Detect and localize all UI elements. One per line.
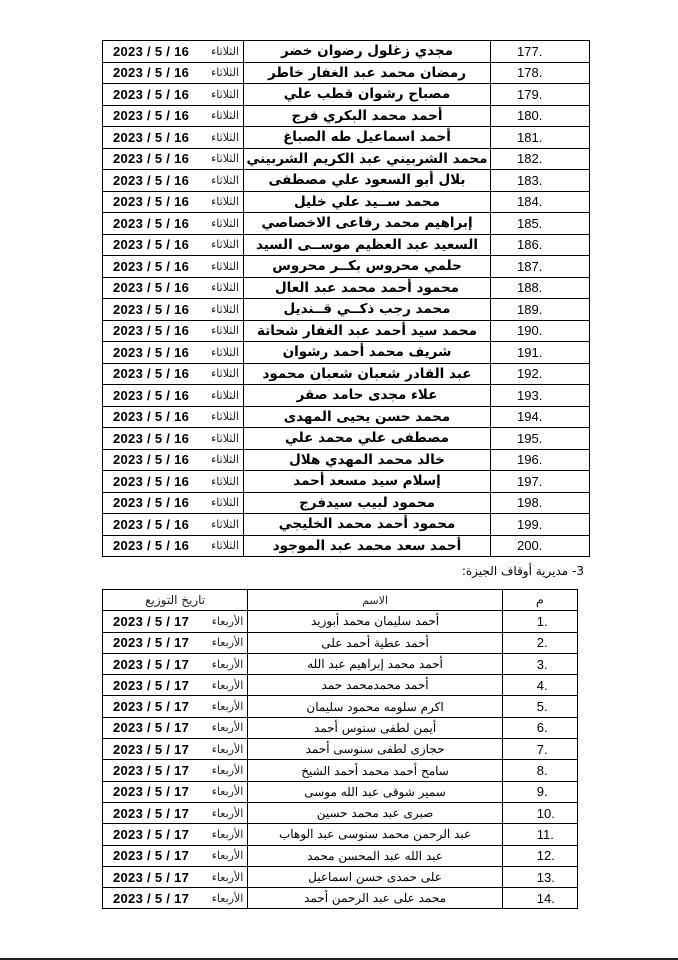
distribution-date-cell — [103, 213, 244, 235]
distribution-date: 2023 / 5 / 17 — [113, 720, 190, 736]
distribution-date: 2023 / 5 / 16 — [113, 151, 190, 167]
table-row — [103, 845, 578, 866]
distribution-date: 2023 / 5 / 16 — [113, 344, 190, 360]
distribution-day: الثلاثاء — [211, 302, 239, 316]
row-number: .6 — [502, 717, 577, 738]
distribution-table-1 — [102, 40, 590, 557]
distribution-date-cell — [103, 845, 248, 866]
person-name: محمود أحمد محمد الخليجي — [244, 514, 491, 536]
distribution-date-cell — [103, 653, 248, 674]
table-row — [103, 717, 578, 738]
row-number: .193 — [491, 385, 590, 407]
person-name: أحمد سليمان محمد أبوزيد — [248, 611, 503, 632]
distribution-date-cell — [103, 866, 248, 887]
distribution-date: 2023 / 5 / 16 — [113, 43, 190, 59]
table-row — [103, 191, 590, 213]
person-name: مصباح رشوان قطب علي — [244, 84, 491, 106]
distribution-date-cell — [103, 760, 248, 781]
row-number: .186 — [491, 234, 590, 256]
distribution-day: الثلاثاء — [211, 539, 239, 553]
distribution-day: الثلاثاء — [211, 173, 239, 187]
distribution-day: الثلاثاء — [211, 238, 239, 252]
distribution-date-cell — [103, 781, 248, 802]
person-name: على حمدى حسن اسماعيل — [248, 866, 503, 887]
distribution-date: 2023 / 5 / 16 — [113, 452, 190, 468]
row-number: .194 — [491, 406, 590, 428]
person-name: عبد الرحمن محمد سنوسى عبد الوهاب — [248, 824, 503, 845]
table-row — [103, 148, 590, 170]
header-num: م — [502, 590, 577, 611]
row-number: .180 — [491, 105, 590, 127]
distribution-date-cell — [103, 824, 248, 845]
person-name: محمود أحمد محمد عبد العال — [244, 277, 491, 299]
distribution-date-cell — [103, 717, 248, 738]
row-number: .189 — [491, 299, 590, 321]
distribution-day: الأربعاء — [211, 657, 244, 671]
distribution-date-cell — [103, 363, 244, 385]
row-number: .181 — [491, 127, 590, 149]
distribution-date: 2023 / 5 / 16 — [113, 86, 190, 102]
distribution-date-cell — [103, 277, 244, 299]
person-name: مصطفى علي محمد علي — [244, 428, 491, 450]
distribution-day: الثلاثاء — [211, 281, 239, 295]
table-row — [103, 385, 590, 407]
distribution-day: الثلاثاء — [211, 324, 239, 338]
row-number: .183 — [491, 170, 590, 192]
person-name: أحمد محمد إبراهيم عبد الله — [248, 653, 503, 674]
person-name: أحمد عطية أحمد على — [248, 632, 503, 653]
table-row — [103, 514, 590, 536]
distribution-date: 2023 / 5 / 17 — [113, 869, 190, 885]
distribution-date-cell — [103, 105, 244, 127]
distribution-date: 2023 / 5 / 17 — [113, 784, 190, 800]
distribution-date-cell — [103, 449, 244, 471]
distribution-day: الأربعاء — [211, 614, 244, 628]
distribution-day: الثلاثاء — [211, 87, 239, 101]
distribution-date: 2023 / 5 / 16 — [113, 366, 190, 382]
person-name: محمد على عبد الرحمن أحمد — [248, 888, 503, 909]
table-row — [103, 234, 590, 256]
row-number: .13 — [502, 866, 577, 887]
row-number: .197 — [491, 471, 590, 493]
distribution-day: الثلاثاء — [211, 517, 239, 531]
header-name: الاسم — [248, 590, 503, 611]
distribution-date: 2023 / 5 / 17 — [113, 613, 190, 629]
person-name: حجازى لطفى سنوسى أحمد — [248, 739, 503, 760]
row-number: .3 — [502, 653, 577, 674]
distribution-day: الأربعاء — [211, 742, 244, 756]
distribution-date-cell — [103, 320, 244, 342]
table-row — [103, 277, 590, 299]
row-number: .14 — [502, 888, 577, 909]
distribution-day: الثلاثاء — [211, 216, 239, 230]
distribution-date-cell — [103, 170, 244, 192]
distribution-day: الثلاثاء — [211, 388, 239, 402]
distribution-date-cell — [103, 802, 248, 823]
table-row — [103, 696, 578, 717]
distribution-date: 2023 / 5 / 17 — [113, 826, 190, 842]
distribution-day: الأربعاء — [211, 785, 244, 799]
row-number: .188 — [491, 277, 590, 299]
row-number: .200 — [491, 535, 590, 557]
table-row — [103, 492, 590, 514]
distribution-date-cell — [103, 41, 244, 63]
distribution-day: الثلاثاء — [211, 496, 239, 510]
row-number: .178 — [491, 62, 590, 84]
person-name: علاء مجدى حامد صقر — [244, 385, 491, 407]
distribution-date-cell — [103, 535, 244, 557]
person-name: مجدي زغلول رضوان خضر — [244, 41, 491, 63]
distribution-date-cell — [103, 148, 244, 170]
row-number: .2 — [502, 632, 577, 653]
row-number: .1 — [502, 611, 577, 632]
distribution-date-cell — [103, 385, 244, 407]
table-row — [103, 802, 578, 823]
distribution-date-cell — [103, 256, 244, 278]
person-name: رمضان محمد عبد الغفار خاطر — [244, 62, 491, 84]
distribution-day: الثلاثاء — [211, 259, 239, 273]
distribution-date: 2023 / 5 / 16 — [113, 280, 190, 296]
distribution-day: الأربعاء — [211, 870, 244, 884]
distribution-date: 2023 / 5 / 17 — [113, 890, 190, 906]
distribution-date: 2023 / 5 / 16 — [113, 129, 190, 145]
person-name: أحمد محمدمحمد حمد — [248, 675, 503, 696]
row-number: .7 — [502, 739, 577, 760]
row-number: .198 — [491, 492, 590, 514]
row-number: .190 — [491, 320, 590, 342]
header-date: تاريخ التوزيع — [103, 590, 248, 611]
table-row — [103, 320, 590, 342]
table-row — [103, 363, 590, 385]
person-name: حلمي محروس بكــر محروس — [244, 256, 491, 278]
distribution-day: الثلاثاء — [211, 195, 239, 209]
person-name: بلال أبو السعود علي مصطفى — [244, 170, 491, 192]
row-number: .199 — [491, 514, 590, 536]
distribution-date-cell — [103, 514, 244, 536]
table-row — [103, 888, 578, 909]
distribution-date-cell — [103, 406, 244, 428]
row-number: .192 — [491, 363, 590, 385]
table-row — [103, 84, 590, 106]
distribution-date-cell — [103, 611, 248, 632]
distribution-date-cell — [103, 234, 244, 256]
row-number: .182 — [491, 148, 590, 170]
person-name: سامح أحمد محمد أحمد الشيخ — [248, 760, 503, 781]
distribution-day: الثلاثاء — [211, 453, 239, 467]
table-row — [103, 611, 578, 632]
row-number: .177 — [491, 41, 590, 63]
distribution-date-cell — [103, 696, 248, 717]
distribution-day: الأربعاء — [211, 764, 244, 778]
table-row — [103, 299, 590, 321]
person-name: محمد رجب ذكــي قــنديل — [244, 299, 491, 321]
distribution-date: 2023 / 5 / 16 — [113, 473, 190, 489]
table-row — [103, 760, 578, 781]
distribution-day: الأربعاء — [211, 827, 244, 841]
row-number: .4 — [502, 675, 577, 696]
distribution-date: 2023 / 5 / 17 — [113, 635, 190, 651]
row-number: .5 — [502, 696, 577, 717]
row-number: .185 — [491, 213, 590, 235]
person-name: أيمن لطفى سنوس أحمد — [248, 717, 503, 738]
distribution-date: 2023 / 5 / 16 — [113, 194, 190, 210]
table-row — [103, 866, 578, 887]
row-number: .12 — [502, 845, 577, 866]
table-row — [103, 105, 590, 127]
row-number: .179 — [491, 84, 590, 106]
distribution-date: 2023 / 5 / 16 — [113, 215, 190, 231]
distribution-day: الثلاثاء — [211, 367, 239, 381]
distribution-day: الأربعاء — [211, 849, 244, 863]
distribution-date-cell — [103, 62, 244, 84]
person-name: إسلام سيد مسعد أحمد — [244, 471, 491, 493]
table-row — [103, 824, 578, 845]
distribution-day: الأربعاء — [211, 636, 244, 650]
row-number: .195 — [491, 428, 590, 450]
distribution-day: الثلاثاء — [211, 109, 239, 123]
table-row — [103, 428, 590, 450]
row-number: .184 — [491, 191, 590, 213]
person-name: محمد ســيد علي خليل — [244, 191, 491, 213]
table-row — [103, 449, 590, 471]
person-name: شريف محمد أحمد رشوان — [244, 342, 491, 364]
distribution-date: 2023 / 5 / 17 — [113, 656, 190, 672]
distribution-date: 2023 / 5 / 16 — [113, 258, 190, 274]
table-row — [103, 342, 590, 364]
row-number: .10 — [502, 802, 577, 823]
table-row — [103, 535, 590, 557]
person-name: عبد الله عبد المحسن محمد — [248, 845, 503, 866]
distribution-date: 2023 / 5 / 17 — [113, 677, 190, 693]
distribution-date-cell — [103, 428, 244, 450]
distribution-date: 2023 / 5 / 16 — [113, 237, 190, 253]
section-heading: 3- مديرية أوقاف الجيزة: — [461, 564, 584, 578]
row-number: .8 — [502, 760, 577, 781]
distribution-day: الثلاثاء — [211, 152, 239, 166]
person-name: محمد حسن يحيى المهدى — [244, 406, 491, 428]
row-number: .196 — [491, 449, 590, 471]
distribution-date: 2023 / 5 / 16 — [113, 323, 190, 339]
distribution-date: 2023 / 5 / 16 — [113, 387, 190, 403]
person-name: أحمد محمد البكري فرج — [244, 105, 491, 127]
person-name: صبرى عبد محمد حسين — [248, 802, 503, 823]
distribution-date: 2023 / 5 / 16 — [113, 409, 190, 425]
distribution-date-cell — [103, 342, 244, 364]
table-row — [103, 127, 590, 149]
distribution-day: الأربعاء — [211, 721, 244, 735]
distribution-date-cell — [103, 191, 244, 213]
distribution-date: 2023 / 5 / 17 — [113, 805, 190, 821]
distribution-date-cell — [103, 299, 244, 321]
person-name: سمير شوقى عبد الله موسى — [248, 781, 503, 802]
distribution-day: الأربعاء — [211, 678, 244, 692]
distribution-day: الثلاثاء — [211, 44, 239, 58]
person-name: أحمد سعد محمد عبد الموجود — [244, 535, 491, 557]
distribution-day: الثلاثاء — [211, 410, 239, 424]
row-number: .191 — [491, 342, 590, 364]
table-row — [103, 41, 590, 63]
distribution-day: الثلاثاء — [211, 130, 239, 144]
distribution-date-cell — [103, 84, 244, 106]
row-number: .11 — [502, 824, 577, 845]
person-name: اكرم سلومه محمود سليمان — [248, 696, 503, 717]
table-row — [103, 406, 590, 428]
distribution-date-cell — [103, 675, 248, 696]
distribution-table-2 — [102, 589, 578, 909]
distribution-date-cell — [103, 632, 248, 653]
distribution-day: الثلاثاء — [211, 474, 239, 488]
distribution-date: 2023 / 5 / 17 — [113, 848, 190, 864]
distribution-date: 2023 / 5 / 16 — [113, 495, 190, 511]
distribution-date: 2023 / 5 / 16 — [113, 108, 190, 124]
distribution-date: 2023 / 5 / 16 — [113, 172, 190, 188]
distribution-day: الثلاثاء — [211, 431, 239, 445]
distribution-date: 2023 / 5 / 16 — [113, 516, 190, 532]
table-row — [103, 170, 590, 192]
person-name: محمد سيد أحمد عبد الغفار شحاتة — [244, 320, 491, 342]
person-name: عبد القادر شعبان شعبان محمود — [244, 363, 491, 385]
distribution-day: الثلاثاء — [211, 345, 239, 359]
distribution-date: 2023 / 5 / 16 — [113, 301, 190, 317]
row-number: .187 — [491, 256, 590, 278]
distribution-day: الأربعاء — [211, 891, 244, 905]
person-name: محمود لبيب سيدفرج — [244, 492, 491, 514]
distribution-date: 2023 / 5 / 17 — [113, 763, 190, 779]
distribution-date: 2023 / 5 / 16 — [113, 538, 190, 554]
distribution-date-cell — [103, 739, 248, 760]
distribution-day: الأربعاء — [211, 806, 244, 820]
table-row — [103, 213, 590, 235]
distribution-date-cell — [103, 888, 248, 909]
table-row — [103, 739, 578, 760]
row-number: .9 — [502, 781, 577, 802]
distribution-date-cell — [103, 492, 244, 514]
distribution-date: 2023 / 5 / 17 — [113, 741, 190, 757]
person-name: إبراهيم محمد رفاعى الاخصاصي — [244, 213, 491, 235]
table-row — [103, 675, 578, 696]
distribution-date: 2023 / 5 / 17 — [113, 699, 190, 715]
table-row — [103, 632, 578, 653]
table-row — [103, 781, 578, 802]
distribution-date-cell — [103, 127, 244, 149]
person-name: خالد محمد المهدي هلال — [244, 449, 491, 471]
table-row — [103, 471, 590, 493]
table-row — [103, 256, 590, 278]
distribution-date: 2023 / 5 / 16 — [113, 65, 190, 81]
table-row — [103, 62, 590, 84]
table-row — [103, 653, 578, 674]
person-name: محمد الشربيني عبد الكريم الشربيني — [244, 148, 491, 170]
distribution-date: 2023 / 5 / 16 — [113, 430, 190, 446]
person-name: أحمد اسماعيل طه الصباغ — [244, 127, 491, 149]
distribution-day: الثلاثاء — [211, 66, 239, 80]
person-name: السعيد عبد العظيم موســى السيد — [244, 234, 491, 256]
distribution-date-cell — [103, 471, 244, 493]
distribution-day: الأربعاء — [211, 700, 244, 714]
table-header-row — [103, 590, 578, 611]
